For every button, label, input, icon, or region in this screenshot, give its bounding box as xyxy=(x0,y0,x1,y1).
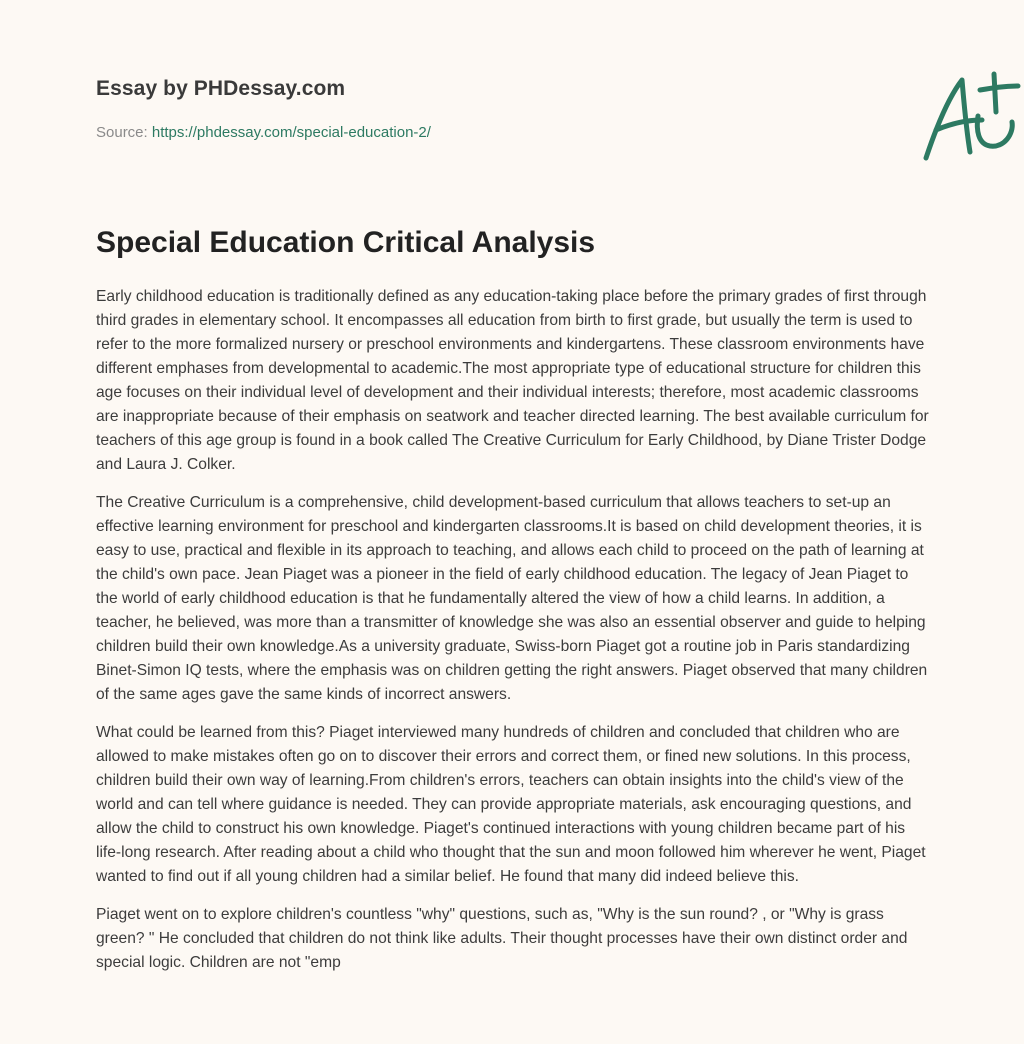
site-name: Essay by PHDessay.com xyxy=(96,77,346,100)
essay-paragraph: Piaget went on to explore children's countless "why" questions, such as, "Why is the sun round? , or "Why is grass green? " He concluded that children do not think like adults. Their thought processes have their own distinct order and special logic. Children are not "emp xyxy=(96,906,908,971)
essay-paragraph: What could be learned from this? Piaget interviewed many hundreds of children and concluded that children who are allowed to make mistakes often go on to discover their errors and correct them, or fined new solutions. In this process, children build their own way of learning.From children's errors, teachers can obtain insights into the child's view of the world and can tell where guidance is needed. They can provide appropriate materials, ask encouraging questions, and allow the child to construct his own knowledge. Piaget's continued interactions with young children became part of his life-long research. After reading about a child who thought that the sun and moon followed him wherever he went, Piaget wanted to find out if all young children had a similar belief. He found that many did indeed believe this. xyxy=(96,724,926,885)
source-line xyxy=(96,124,431,141)
source-label: Source: xyxy=(96,124,148,141)
essay-title: Special Education Critical Analysis xyxy=(96,226,596,259)
a-plus-grade-icon xyxy=(916,68,1024,164)
essay-paragraph: The Creative Curriculum is a comprehensive, child development-based curriculum that allows teachers to set-up an effective learning environment for preschool and kindergarten classrooms.It is based on child development theories, it is easy to use, practical and flexible in its approach to teaching, and allows each child to proceed on the path of learning at the child's own pace. Jean Piaget was a pioneer in the field of early childhood education. The legacy of Jean Piaget to the world of early childhood education is that he fundamentally altered the view of how a child learns. In addition, a teacher, he believed, was more than a transmitter of knowledge she was also an essential observer and guide to helping children build their own knowledge.As a university graduate, Swiss-born Piaget got a routine job in Paris standardizing Binet-Simon IQ tests, where the emphasis was on children getting the right answers. Piaget observed that many children of the same ages gave the same kinds of incorrect answers. xyxy=(96,494,928,703)
essay-paragraph: Early childhood education is traditionally defined as any education-taking place before the primary grades of first through third grades in elementary school. It encompasses all education from birth to first grade, but usually the term is used to refer to the more formalized nursery or preschool environments and kindergartens. These classroom environments have different emphases from developmental to academic.The most appropriate type of educational structure for children this age focuses on their individual level of development and their individual interests; therefore, most academic classrooms are inappropriate because of their emphasis on seatwork and teacher directed learning. The best available curriculum for teachers of this age group is found in a book called The Creative Curriculum for Early Childhood, by Diane Trister Dodge and Laura J. Colker. xyxy=(96,288,929,473)
essay-body xyxy=(96,285,932,989)
source-link[interactable]: https://phdessay.com/special-education-2/ xyxy=(151,124,431,141)
